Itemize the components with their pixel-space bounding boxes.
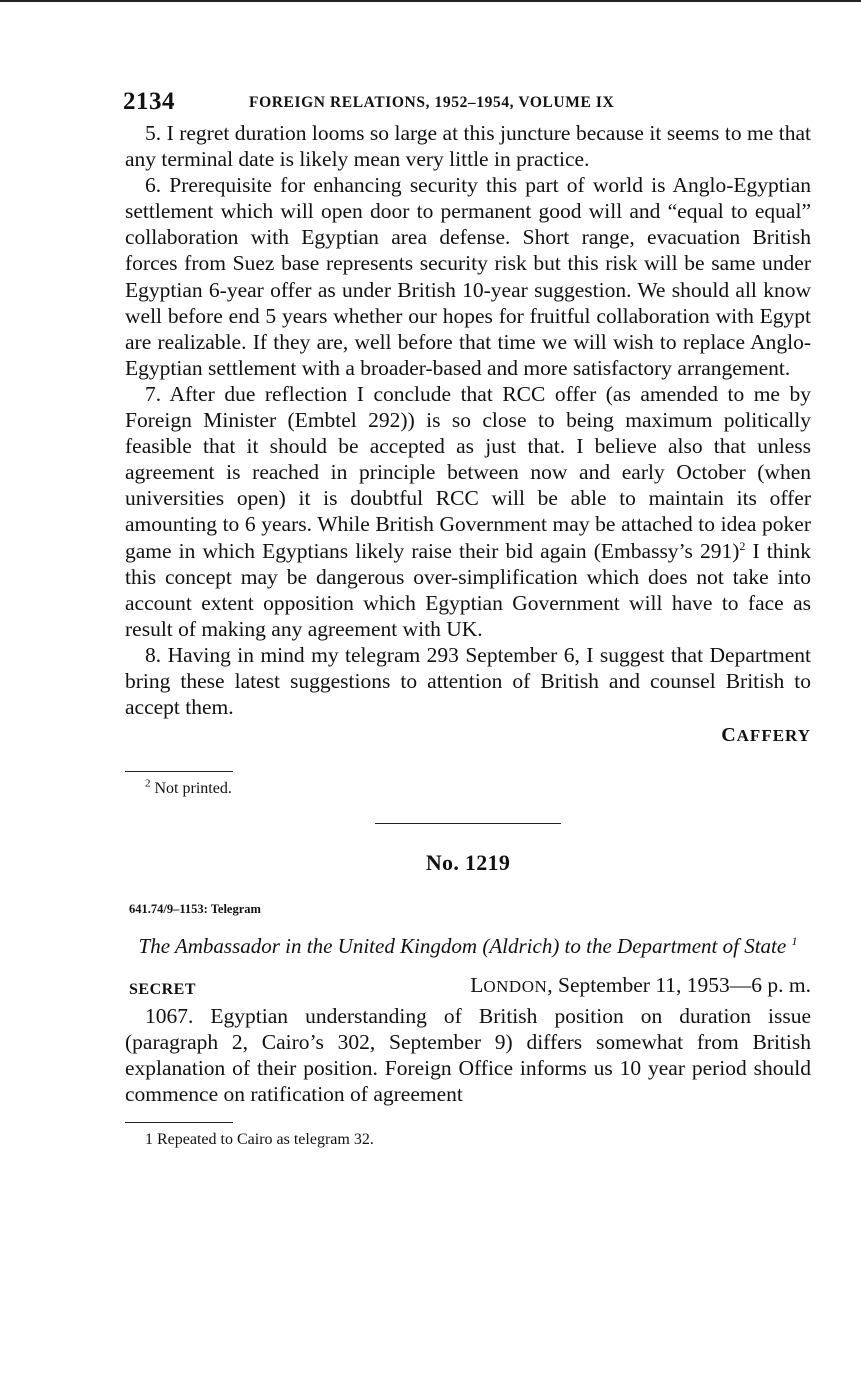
footnote-text-2: Repeated to Cairo as telegram 32.	[157, 1130, 374, 1148]
footnote-mark-2: 1	[145, 1130, 153, 1148]
paragraph-8: 8. Having in mind my telegram 293 September 6, I suggest that Department bring these latest suggestions to attention of British and counsel British to accept them.	[125, 642, 811, 720]
paragraph-6: 6. Prerequisite for enhancing security this part of world is Anglo-Egyptian settlement which will open door to permanent good will and “equal to equal” collaboration with Egyptian area defense. Short range, evacuation British forces from Suez base represents security risk but this risk will be same under Egyptian 6-year offer as under British 10-year suggestion. We should all know well before end 5 years whether our hopes for fruitful collaboration with Egypt are realizable. If they are, well before that time we will wish to replace Anglo-Egyptian settlement with a broader-based and more satisfactory arrangement.	[125, 173, 811, 380]
section-divider	[375, 823, 561, 824]
signature-initial: C	[721, 724, 737, 747]
footnote-not-printed	[145, 777, 811, 798]
footnote-ref-2: 2	[739, 538, 746, 553]
footnote-rule	[125, 771, 233, 772]
telegram-body	[125, 1003, 811, 1107]
footnote-text: Not printed.	[154, 780, 232, 798]
document-page	[125, 84, 811, 1149]
document-heading	[125, 933, 811, 959]
paragraph-5: 5. I regret duration looms so large at this juncture because it seems to me that any terminal date is likely mean very little in practice.	[125, 121, 811, 172]
footnote-rule-2	[125, 1122, 233, 1123]
dateline-place-rest: ONDON	[483, 977, 548, 997]
signature-rest: AFFERY	[736, 726, 811, 746]
dateline-row	[125, 973, 811, 1003]
paragraph-7	[125, 381, 811, 642]
dateline	[470, 973, 811, 998]
paragraph-1067: 1067. Egyptian understanding of British position on duration issue (paragraph 2, Cairo’s 302, September 9) differs somewhat from British explanation of their position. Foreign Office informs us 10 year period should commence on ratification of agreement	[125, 1004, 811, 1107]
document-number: No. 1219	[425, 850, 511, 876]
footnote-repeated	[145, 1131, 811, 1149]
heading-footnote-ref: 1	[791, 934, 798, 949]
running-title: FOREIGN RELATIONS, 1952–1954, VOLUME IX	[249, 94, 615, 111]
page-number: 2134	[123, 88, 175, 115]
dateline-date: , September 11, 1953—6 p. m.	[547, 973, 811, 998]
signature	[125, 724, 811, 747]
paragraph-7-text-a: 7. After due reflection I conclude that RCC offer (as amended to me by Foreign Minister (Embtel 292)) is so close to being maximum politically feasible that it should be accepted as just that. I believe also that unless agreement is reached in principle between now and early October (when universities open) it is doubtful RCC will be able to maintain its offer amounting to 6 years. While British Government may be attached to idea poker game in which Egyptians likely raise their bid again (Embassy’s 291)	[125, 381, 811, 563]
paragraph-7-text-b: I think this concept may be dangerous over-simplification which does not take into account extent opposition which Egyptian Government will have to face as result of making any agreement with UK.	[125, 538, 811, 641]
top-edge-rule	[0, 0, 861, 2]
body-text	[125, 120, 811, 720]
file-reference: 641.74/9–1153: Telegram	[129, 902, 261, 917]
classification-label: SECRET	[129, 981, 197, 999]
dateline-place-initial: L	[470, 973, 484, 998]
document-heading-text: The Ambassador in the United Kingdom (Aldrich) to the Department of State	[138, 934, 787, 959]
footnote-mark: 2	[145, 777, 151, 790]
running-head	[125, 84, 811, 120]
